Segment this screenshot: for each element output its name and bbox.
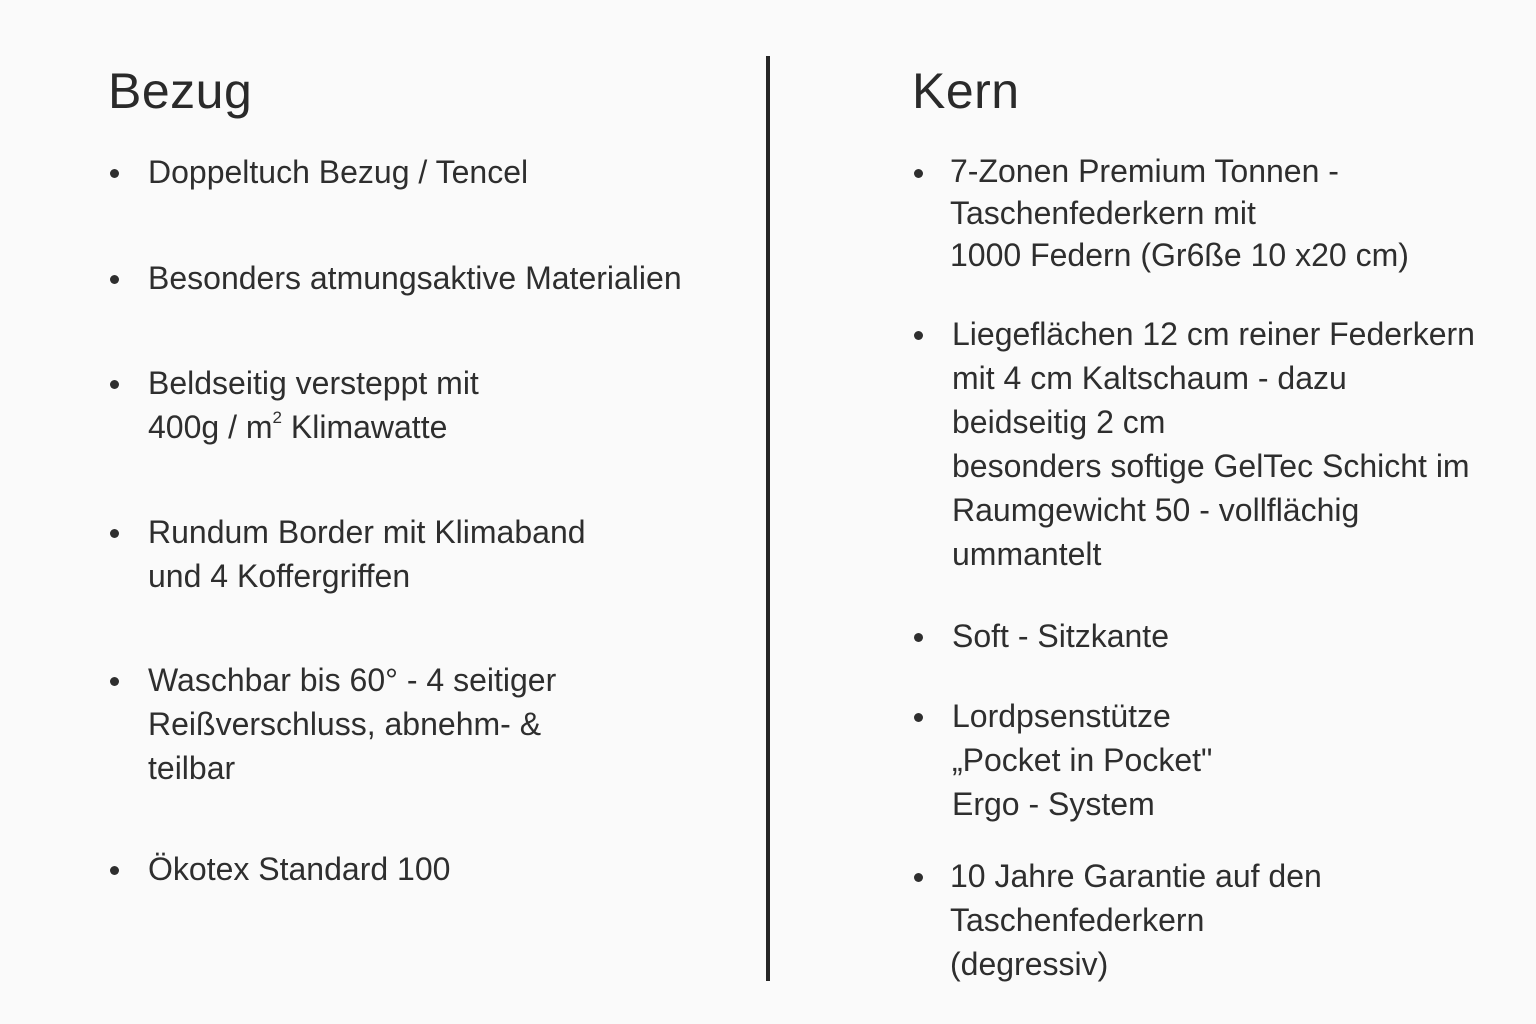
- column-divider: [766, 56, 770, 981]
- item-line: mit 4 cm Kaltschaum - dazu: [952, 360, 1347, 396]
- item-text: [952, 694, 1212, 826]
- bullet-icon: [914, 873, 923, 882]
- item-text: [148, 510, 586, 598]
- item-text: [148, 150, 528, 194]
- bullet-icon: [110, 529, 119, 538]
- weight-suffix: Klimawatte: [281, 409, 448, 445]
- item-line: Beldseitig versteppt mit: [148, 365, 479, 401]
- item-line: beidseitig 2 cm: [952, 404, 1166, 440]
- item-line: und 4 Koffergriffen: [148, 558, 411, 594]
- weight-value: 400g / m: [148, 409, 273, 445]
- item-line: 10 Jahre Garantie auf den: [950, 858, 1322, 894]
- item-line: Doppeltuch Bezug / Tencel: [148, 154, 529, 190]
- item-text: [950, 854, 1322, 986]
- item-line: Taschenfederkern mit: [950, 195, 1256, 231]
- item-line: (degressiv): [950, 946, 1109, 982]
- item-text: [952, 614, 1169, 658]
- item-line: teilbar: [148, 750, 236, 786]
- item-text: [952, 312, 1475, 576]
- item-line: Ergo - System: [952, 786, 1155, 822]
- item-text: [950, 150, 1409, 276]
- squared-superscript: 2: [272, 408, 282, 427]
- item-line: „Pocket in Pocket": [952, 742, 1213, 778]
- item-line: Waschbar bis 60° - 4 seitiger: [148, 662, 557, 698]
- item-line: [148, 405, 479, 449]
- item-text: [148, 847, 450, 891]
- item-line: Reißverschluss, abnehm- &: [148, 706, 542, 742]
- item-line: Soft - Sitzkante: [952, 618, 1169, 654]
- bullet-icon: [914, 633, 923, 642]
- bullet-icon: [110, 275, 119, 284]
- item-line: Besonders atmungsaktive Materialien: [148, 260, 682, 296]
- bullet-icon: [110, 866, 119, 875]
- bullet-icon: [914, 331, 923, 340]
- bullet-icon: [110, 677, 119, 686]
- item-line: Rundum Border mit Klimaband: [148, 514, 586, 550]
- bullet-icon: [110, 169, 119, 178]
- item-line: Liegeflächen 12 cm reiner Federkern: [952, 316, 1475, 352]
- bullet-icon: [914, 169, 923, 178]
- item-line: 1000 Federn (Gr6ße 10 x20 cm): [950, 237, 1409, 273]
- bezug-heading: Bezug: [108, 63, 253, 119]
- bullet-icon: [914, 713, 923, 722]
- item-line: Ökotex Standard 100: [148, 851, 451, 887]
- item-text: [148, 256, 682, 300]
- item-line: Raumgewicht 50 - vollflächig: [952, 492, 1360, 528]
- item-line: 7-Zonen Premium Tonnen -: [950, 153, 1339, 189]
- item-text: [148, 361, 479, 449]
- item-line: ummantelt: [952, 536, 1102, 572]
- item-line: Lordpsenstütze: [952, 698, 1171, 734]
- item-line: besonders softige GelTec Schicht im: [952, 448, 1470, 484]
- item-line: Taschenfederkern: [950, 902, 1205, 938]
- bullet-icon: [110, 380, 119, 389]
- kern-heading: Kern: [912, 63, 1020, 119]
- item-text: [148, 658, 556, 790]
